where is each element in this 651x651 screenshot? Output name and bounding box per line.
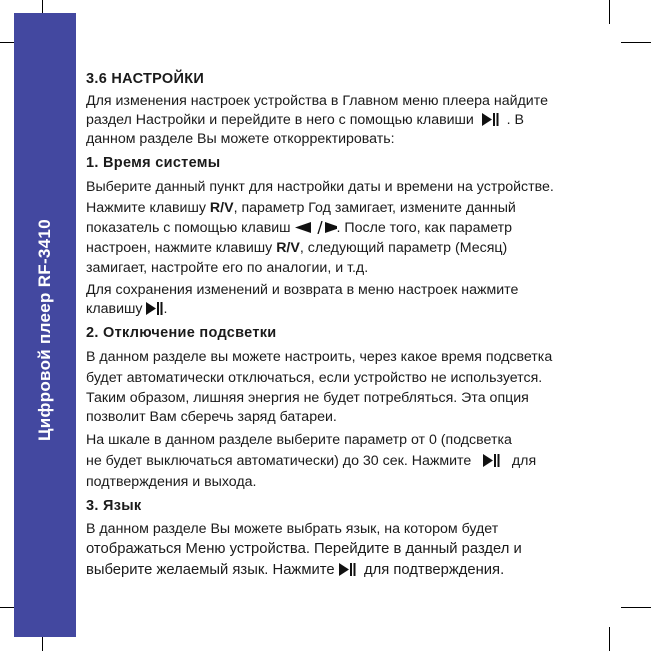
key-label: R/V	[276, 240, 300, 256]
text: клавишу	[86, 301, 143, 317]
paragraph-line: позволит Вам сберечь заряд батареи.	[86, 409, 337, 425]
text: выберите желаемый язык. Нажмите	[86, 562, 335, 578]
crop-mark	[621, 607, 651, 608]
text: настроен, нажмите клавишу	[86, 240, 277, 256]
text: .	[163, 301, 168, 317]
text: для подтверждения.	[363, 562, 505, 578]
crop-mark	[609, 627, 610, 651]
text: . В	[506, 112, 525, 128]
text: . После того, как параметр	[336, 220, 513, 236]
text: не будет выключаться автоматически) до 30 сек. Нажмите	[86, 453, 472, 469]
paragraph-line	[86, 239, 507, 257]
paragraph-line: данном разделе Вы можете откорректировать:	[86, 131, 395, 147]
sidebar-band	[14, 13, 76, 637]
text: для	[511, 453, 537, 469]
paragraph-line: отображаться Меню устройства. Перейдите в данный раздел и	[86, 541, 522, 557]
paragraph-line: подтверждения и выхода.	[86, 474, 257, 490]
subsection-heading: 3. Язык	[86, 498, 142, 514]
paragraph-line: Для изменения настроек устройства в Главном меню плеера найдите	[86, 93, 548, 109]
paragraph-line: Выберите данный пункт для настройки даты и времени на устройстве.	[86, 179, 554, 195]
paragraph-line: Таким образом, лишняя энергия не будет потребляться. Эта опция	[86, 390, 529, 406]
paragraph-line: В данном разделе Вы можете выбрать язык, на котором будет	[86, 521, 499, 537]
play-pause-icon	[146, 302, 163, 315]
text: раздел Настройки и перейдите в него с помощью клавиши	[86, 112, 474, 128]
text: , параметр Год замигает, измените данный	[233, 200, 516, 216]
paragraph-line	[86, 111, 524, 129]
paragraph-line	[86, 199, 516, 217]
section-title: 3.6 НАСТРОЙКИ	[86, 71, 205, 87]
key-label: R/V	[209, 200, 234, 216]
text: показатель с помощью клавиш	[86, 220, 295, 236]
paragraph-line	[86, 561, 504, 579]
text: , следующий параметр (Месяц)	[299, 240, 508, 256]
text: Нажмите клавишу	[86, 200, 210, 216]
play-pause-icon	[482, 113, 499, 126]
sidebar-title: Цифровой плеер RF-3410	[35, 219, 54, 441]
crop-mark	[609, 0, 610, 24]
paragraph-line	[86, 300, 167, 318]
paragraph-line: Для сохранения изменений и возврата в меню настроек нажмите	[86, 282, 519, 298]
paragraph-line: На шкале в данном разделе выберите параметр от 0 (подсветка	[86, 432, 512, 448]
paragraph-line	[86, 452, 536, 470]
crop-mark	[621, 42, 651, 43]
paragraph-line: В данном разделе вы можете настроить, через какое время подсветка	[86, 349, 553, 365]
left-right-arrows-icon	[295, 221, 337, 234]
paragraph-line: будет автоматически отключаться, если устройство не используется.	[86, 370, 543, 386]
paragraph-line: замигает, настройте его по аналогии, и т.д.	[86, 260, 369, 276]
subsection-heading: 1. Время системы	[86, 155, 221, 171]
subsection-heading: 2. Отключение подсветки	[86, 325, 277, 341]
play-pause-icon	[339, 563, 356, 576]
paragraph-line	[86, 219, 512, 237]
play-pause-icon	[483, 454, 500, 467]
